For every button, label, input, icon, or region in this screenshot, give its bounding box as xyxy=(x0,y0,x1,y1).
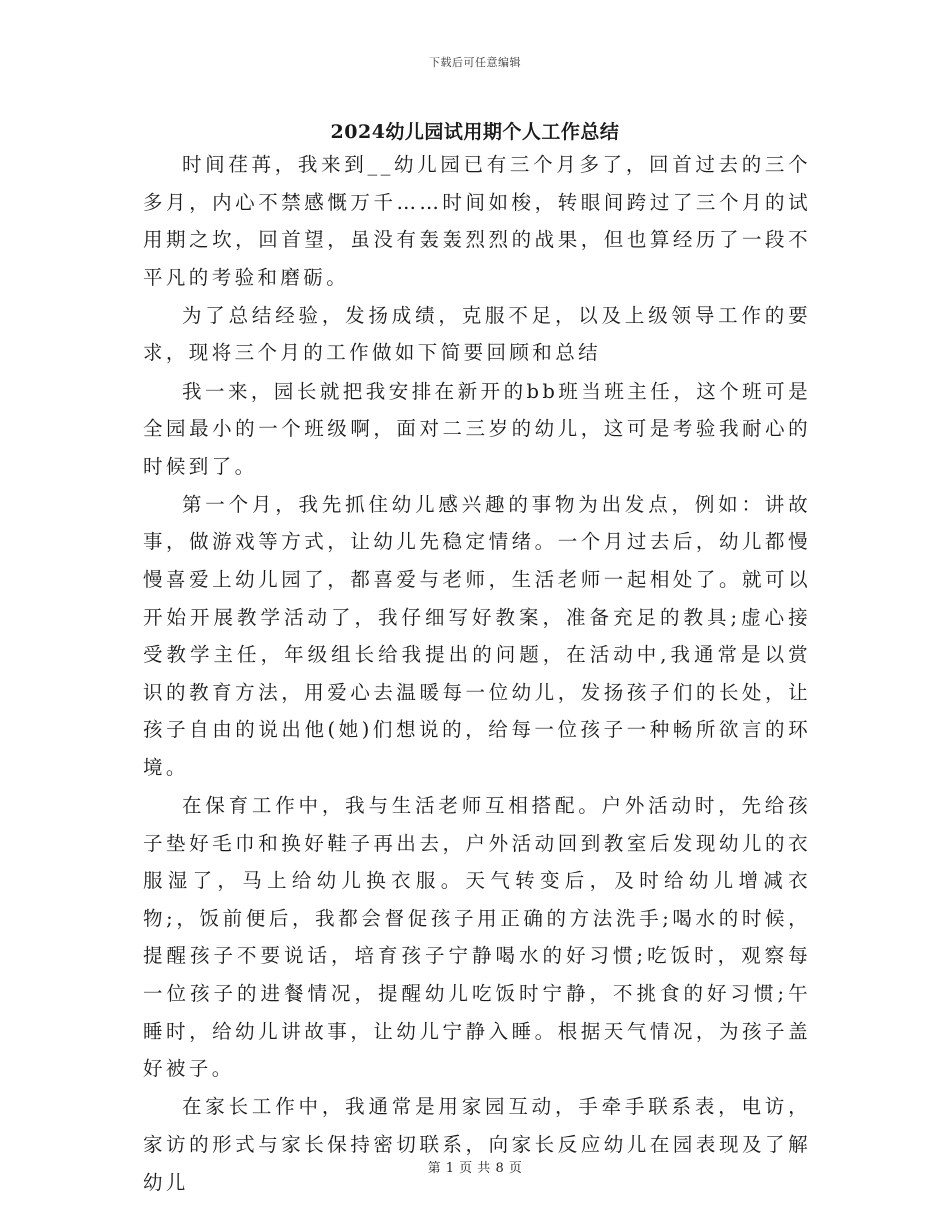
document-title: 2024幼儿园试用期个人工作总结 xyxy=(330,121,620,143)
paragraph: 第一个月，我先抓住幼儿感兴趣的事物为出发点，例如：讲故事，做游戏等方式，让幼儿先稳定情绪。一个月过去后，幼儿都慢慢喜爱上幼儿园了，都喜爱与老师，生活老师一起相处了。就可以开始开展教学活动了，我仔细写好教案，准备充足的教具;虚心接受教学主任，年级组长给我提出的问题，在活动中,我通常是以赏识的教育方法，用爱心去温暖每一位幼儿，发扬孩子们的长处，让孩子自由的说出他(她)们想说的，给每一位孩子一种畅所欲言的环境。 xyxy=(143,492,811,779)
paragraph: 为了总结经验，发扬成绩，克服不足，以及上级领导工作的要求，现将三个月的工作做如下简要回顾和总结 xyxy=(143,303,811,365)
document-body xyxy=(143,146,811,1201)
paragraph: 在家长工作中，我通常是用家园互动，手牵手联系表，电访，家访的形式与家长保持密切联系，向家长反应幼儿在园表现及了解幼儿 xyxy=(143,1095,811,1194)
paragraph: 时间荏苒，我来到__幼儿园已有三个月多了，回首过去的三个多月，内心不禁感慨万千……时间如梭，转眼间跨过了三个月的试用期之坎，回首望，虽没有轰轰烈烈的战果，但也算经历了一段不平凡的考验和磨砺。 xyxy=(143,153,811,289)
header-note: 下载后可任意编辑 xyxy=(429,56,521,69)
page-number: 第 1 页 共 8 页 xyxy=(427,1161,523,1176)
paragraph: 在保育工作中，我与生活老师互相搭配。户外活动时，先给孩子垫好毛巾和换好鞋子再出去，户外活动回到教室后发现幼儿的衣服湿了，马上给幼儿换衣服。天气转变后，及时给幼儿增减衣物;，饭前便后，我都会督促孩子用正确的方法洗手;喝水的时候，提醒孩子不要说话，培育孩子宁静喝水的好习惯;吃饭时，观察每一位孩子的进餐情况，提醒幼儿吃饭时宁静，不挑食的好习惯;午睡时，给幼儿讲故事，让幼儿宁静入睡。根据天气情况，为孩子盖好被子。 xyxy=(143,794,811,1081)
paragraph: 我一来，园长就把我安排在新开的bb班当班主任，这个班可是全园最小的一个班级啊，面对二三岁的幼儿，这可是考验我耐心的时候到了。 xyxy=(143,379,811,478)
